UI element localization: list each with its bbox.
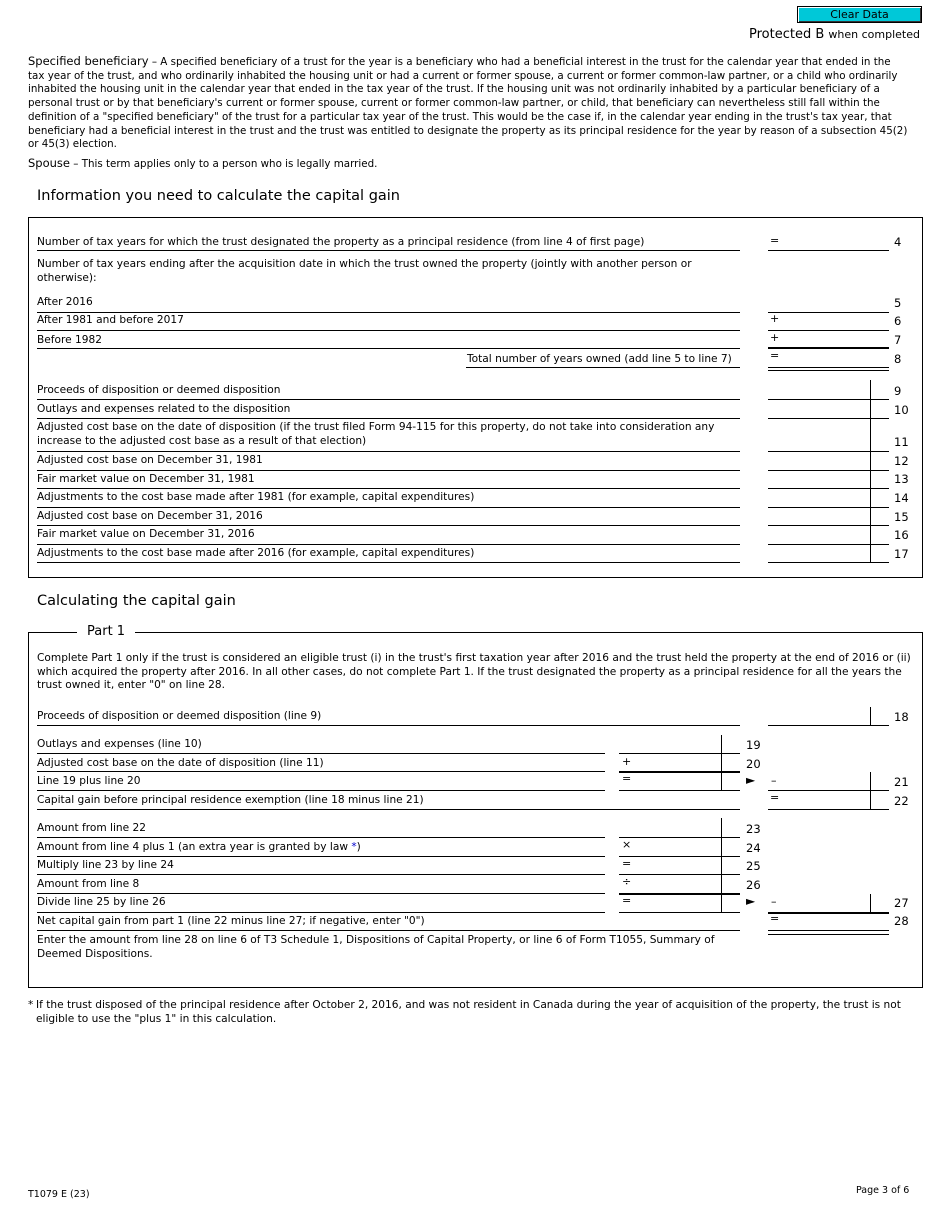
line27-label: Divide line 25 by line 26 [37,896,166,908]
line27-rule [37,912,605,913]
line24-close: ) [356,841,361,853]
line16-rule [37,544,740,545]
line13-field[interactable] [768,488,889,489]
line20-field[interactable] [619,771,740,773]
line21-minus: – [771,774,777,787]
line4-field[interactable] [768,250,889,251]
line25-eq: = [622,857,632,870]
line-number-6: 6 [894,314,902,328]
line13-label: Fair market value on December 31, 1981 [37,473,255,485]
footnote-link[interactable]: * [351,841,357,853]
line8-double-rule [768,370,889,371]
line18-field[interactable] [768,725,889,726]
specified-term: Specified beneficiary [28,54,149,68]
line-number-19: 19 [746,738,761,752]
line28-double-rule [768,934,889,935]
line12-rule [37,470,740,471]
line9-label: Proceeds of disposition or deemed disposition [37,384,281,396]
line12-label: Adjusted cost base on December 31, 1981 [37,454,263,466]
line-number-24: 24 [746,841,761,855]
line25-label: Multiply line 23 by line 24 [37,859,174,871]
line5-field[interactable] [768,312,889,313]
form-id: T1079 E (23) [28,1189,90,1200]
specified-beneficiary-definition [28,55,910,152]
line18-rule [37,725,740,726]
line7-label: Before 1982 [37,334,102,346]
line24-rule [37,856,605,857]
line10-label: Outlays and expenses related to the disposition [37,403,291,415]
line27-field[interactable] [768,912,889,914]
line-number-27: 27 [894,896,909,910]
line9-rule [37,399,740,400]
line28-eq: = [770,912,780,925]
line17-field[interactable] [768,562,889,563]
line-number-8: 8 [894,352,902,366]
section-title-calculating: Calculating the capital gain [37,593,236,609]
protected-text: Protected B [749,27,825,42]
line28-field[interactable] [768,930,889,931]
line4-label: Number of tax years for which the trust designated the property as a principal residence (from line 4 of first page) [37,236,645,248]
line11-field[interactable] [768,451,889,452]
line14-label: Adjustments to the cost base made after 1981 (for example, capital expenditures) [37,491,475,503]
line23-label: Amount from line 22 [37,822,146,834]
protected-b-label [749,27,920,42]
line21-22-divider [870,772,871,809]
line22-field[interactable] [768,809,889,810]
line19-label: Outlays and expenses (line 10) [37,738,202,750]
line20-rule [37,771,605,772]
line-number-26: 26 [746,878,761,892]
line27-eq: = [622,894,632,907]
line-number-13: 13 [894,472,909,486]
line24-text: Amount from line 4 plus 1 (an extra year is granted by law [37,841,352,853]
ownership-intro: Number of tax years ending after the acquisition date in which the trust owned the property (jointly with another person or otherwise): [37,258,692,284]
arrow-right-icon: ► [746,894,756,908]
line22-rule [37,809,740,810]
line-number-17: 17 [894,547,909,561]
line17-label: Adjustments to the cost base made after 2016 (for example, capital expenditures) [37,547,475,559]
line9-field[interactable] [768,399,889,400]
spouse-definition [28,157,910,172]
mid-divider-1 [721,735,722,791]
line16-label: Fair market value on December 31, 2016 [37,528,255,540]
line22-eq: = [770,791,780,804]
line18-label: Proceeds of disposition or deemed disposition (line 9) [37,710,322,722]
line27-sub-field[interactable] [619,912,740,913]
protected-suffix: when completed [828,28,920,41]
line17-rule [37,562,740,563]
line7-field[interactable] [768,347,889,349]
part1-intro: Complete Part 1 only if the trust is considered an eligible trust (i) in the trust's first taxation year after 2016 and the trust held the property at the end of 2016 or (ii) which acquired the property after 2016. In all other cases, do not complete Part 1. If the trust designated the property as a principal residence for all the years the trust owned it, enter "0" on line 28. [37,652,911,691]
line7-plus: + [770,331,780,344]
line-number-10: 10 [894,403,909,417]
footnote-text: If the trust disposed of the principal residence after October 2, 2016, and was not resident in Canada during the year of acquisition of the property, the trust is not eligible to use the "plus 1" in this calculation. [36,999,901,1025]
line25-field[interactable] [619,874,740,875]
line14-field[interactable] [768,507,889,508]
line23-field[interactable] [619,837,740,838]
line4-rule [37,250,740,251]
line-number-5: 5 [894,296,902,310]
line-number-28: 28 [894,914,909,928]
spouse-text: – This term applies only to a person who is legally married. [70,158,378,170]
clear-data-button[interactable]: Clear Data [797,6,922,23]
footnote-star: * [28,999,34,1011]
line-number-11: 11 [894,435,909,449]
line-number-4: 4 [894,235,902,249]
page-number: Page 3 of 6 [856,1185,910,1196]
line7-rule [37,348,740,349]
line11-rule [37,451,740,452]
line19-field[interactable] [619,753,740,754]
line19-rule [37,753,605,754]
line-number-23: 23 [746,822,761,836]
line26-field[interactable] [619,893,740,895]
line-number-7: 7 [894,333,902,347]
arrow-right-icon: ► [746,773,756,787]
line-number-18: 18 [894,710,909,724]
line-number-20: 20 [746,757,761,771]
line21-rule [37,790,605,791]
line16-field[interactable] [768,544,889,545]
line15-field[interactable] [768,525,889,526]
line-number-12: 12 [894,454,909,468]
line26-divide: ÷ [622,875,632,888]
enter-amount-note: Enter the amount from line 28 on line 6 of T3 Schedule 1, Dispositions of Capital Property, or line 6 of Form T1055, Summary of Deemed Dispositions. [37,934,715,960]
line24-field[interactable] [619,856,740,857]
line-number-22: 22 [894,794,909,808]
line14-rule [37,507,740,508]
line-number-15: 15 [894,510,909,524]
specified-text: – A specified beneficiary of a trust for the year is a beneficiary who had a beneficial interest in the trust for the calendar year that ended in the tax year of the trust, and who ordinarily inhabited the housing unit or had a current or former spouse, a current or former common-law partner, or a child who ordinarily inhabited the housing unit in the calendar year that ended in the tax year of the trust. If the housing unit was not ordinarily inhabited by a particular beneficiary of a personal trust or by that beneficiary's current or former spouse, current or former common-law partner, or child, that beneficiary can nevertheless still fall within the definition of a "specified beneficiary" of the trust for a particular tax year of the trust. This would be the case if, in the calendar year ending in the trust's tax year, that beneficiary had a beneficial interest in the trust and the trust was entitled to designate the property as its principal residence for the year by reason of a subsection 45(2) or 45(3) election. [28,56,908,151]
line6-plus: + [770,312,780,325]
line6-label: After 1981 and before 2017 [37,314,184,326]
line21-eq: = [622,772,632,785]
spouse-term: Spouse [28,156,70,170]
line-number-14: 14 [894,491,909,505]
line27-minus: – [771,895,777,908]
line26-label: Amount from line 8 [37,878,140,890]
line27-divider [870,894,871,912]
line-number-9: 9 [894,384,902,398]
line20-label: Adjusted cost base on the date of disposition (line 11) [37,757,324,769]
line28-rule [37,930,740,931]
mid-divider-2 [721,818,722,912]
line11-label: Adjusted cost base on the date of disposition (if the trust filed Form 94-115 for this property, do not take into consideration any increase to the adjusted cost base as a result of that election) [37,421,715,447]
line-number-16: 16 [894,528,909,542]
line8-rule [466,367,740,368]
line18-divider [870,707,871,725]
line8-eq: = [770,349,780,362]
line15-label: Adjusted cost base on December 31, 2016 [37,510,263,522]
line6-rule [37,330,740,331]
line26-rule [37,893,605,894]
line24-times: × [622,838,632,851]
line15-rule [37,525,740,526]
cents-divider-1 [870,380,871,563]
line21-sub-field[interactable] [619,790,740,791]
line6-field[interactable] [768,330,889,331]
section-title-information: Information you need to calculate the capital gain [37,188,400,204]
line20-plus: + [622,755,632,768]
line-number-21: 21 [894,775,909,789]
line5-label: After 2016 [37,296,93,308]
line12-field[interactable] [768,470,889,471]
line-number-25: 25 [746,859,761,873]
line8-field[interactable] [768,367,889,368]
line10-field[interactable] [768,418,889,419]
line28-label: Net capital gain from part 1 (line 22 minus line 27; if negative, enter "0") [37,915,425,927]
line21-label: Line 19 plus line 20 [37,775,141,787]
line5-rule [37,312,740,313]
line13-rule [37,488,740,489]
line10-rule [37,418,740,419]
line24-label [37,841,361,855]
part1-legend: Part 1 [77,624,135,639]
line23-rule [37,837,605,838]
line8-label: Total number of years owned (add line 5 to line 7) [467,353,732,365]
line25-rule [37,874,605,875]
line4-eq: = [770,234,780,247]
line22-label: Capital gain before principal residence exemption (line 18 minus line 21) [37,794,424,806]
